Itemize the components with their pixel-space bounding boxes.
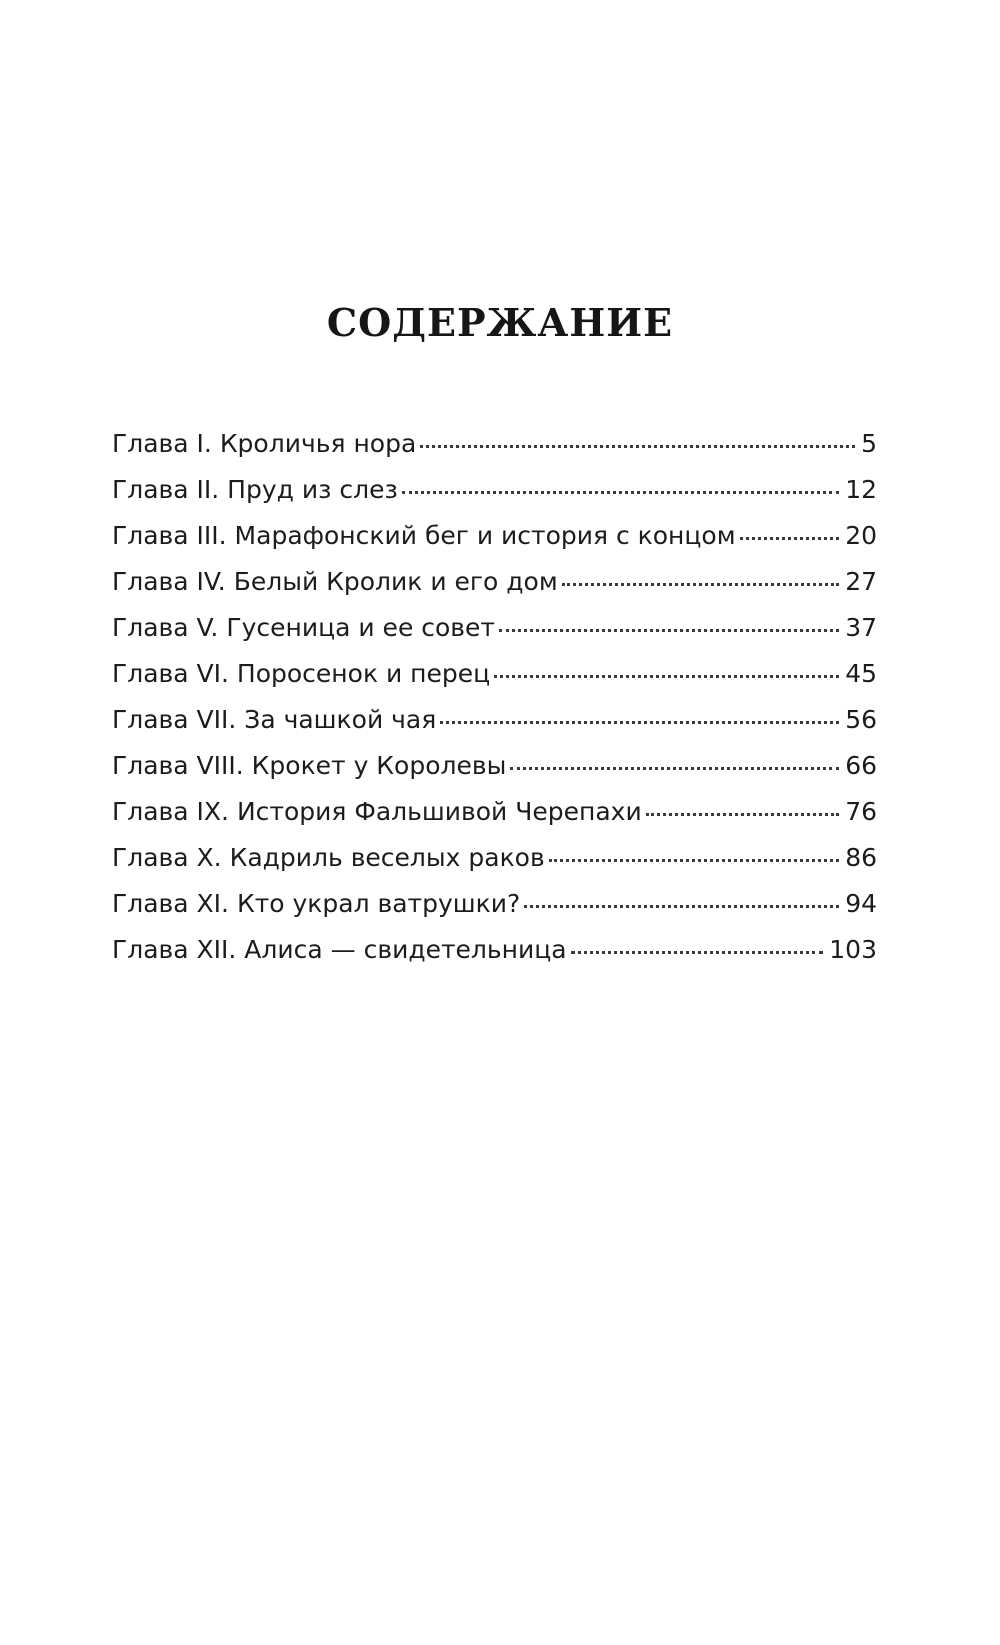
page-number: 45 (845, 659, 877, 688)
toc-entry (112, 429, 877, 475)
toc-entry (112, 751, 877, 797)
dot-leader (524, 905, 839, 908)
dot-leader (494, 675, 839, 678)
dot-leader (740, 537, 840, 540)
toc-entry (112, 843, 877, 889)
toc-entry (112, 797, 877, 843)
page-number: 103 (829, 935, 877, 964)
page-number: 20 (845, 521, 877, 550)
toc-entry (112, 659, 877, 705)
chapter-title: Глава IX. История Фальшивой Черепахи (112, 797, 642, 826)
toc-entry (112, 521, 877, 567)
chapter-title: Глава III. Марафонский бег и история с концом (112, 521, 736, 550)
page-number: 12 (845, 475, 877, 504)
page-number: 86 (845, 843, 877, 872)
page-title: СОДЕРЖАНИЕ (326, 300, 674, 345)
chapter-title: Глава V. Гусеница и ее совет (112, 613, 495, 642)
toc-entry (112, 889, 877, 935)
dot-leader (499, 629, 839, 632)
page-number: 56 (845, 705, 877, 734)
chapter-title: Глава X. Кадриль веселых раков (112, 843, 545, 872)
chapter-title: Глава XII. Алиса — свидетельница (112, 935, 567, 964)
page-number: 66 (845, 751, 877, 780)
dot-leader (571, 951, 824, 954)
dot-leader (510, 767, 839, 770)
page-number: 94 (845, 889, 877, 918)
page-number: 27 (845, 567, 877, 596)
page-number: 76 (845, 797, 877, 826)
chapter-title: Глава II. Пруд из слез (112, 475, 398, 504)
chapter-title: Глава I. Кроличья нора (112, 429, 417, 458)
dot-leader (646, 813, 839, 816)
chapter-title: Глава IV. Белый Кролик и его дом (112, 567, 558, 596)
toc-entry (112, 613, 877, 659)
dot-leader (549, 859, 839, 862)
toc-entry (112, 567, 877, 613)
chapter-title: Глава XI. Кто украл ватрушки? (112, 889, 521, 918)
page-number: 37 (845, 613, 877, 642)
chapter-title: Глава VII. За чашкой чая (112, 705, 437, 734)
table-of-contents (112, 429, 877, 981)
dot-leader (562, 583, 839, 586)
chapter-title: Глава VI. Поросенок и перец (112, 659, 491, 688)
toc-entry (112, 935, 877, 981)
dot-leader (420, 445, 855, 448)
dot-leader (440, 721, 839, 724)
dot-leader (402, 491, 839, 494)
toc-entry (112, 475, 877, 521)
chapter-title: Глава VIII. Крокет у Королевы (112, 751, 507, 780)
toc-entry (112, 705, 877, 751)
page-number: 5 (861, 429, 877, 458)
